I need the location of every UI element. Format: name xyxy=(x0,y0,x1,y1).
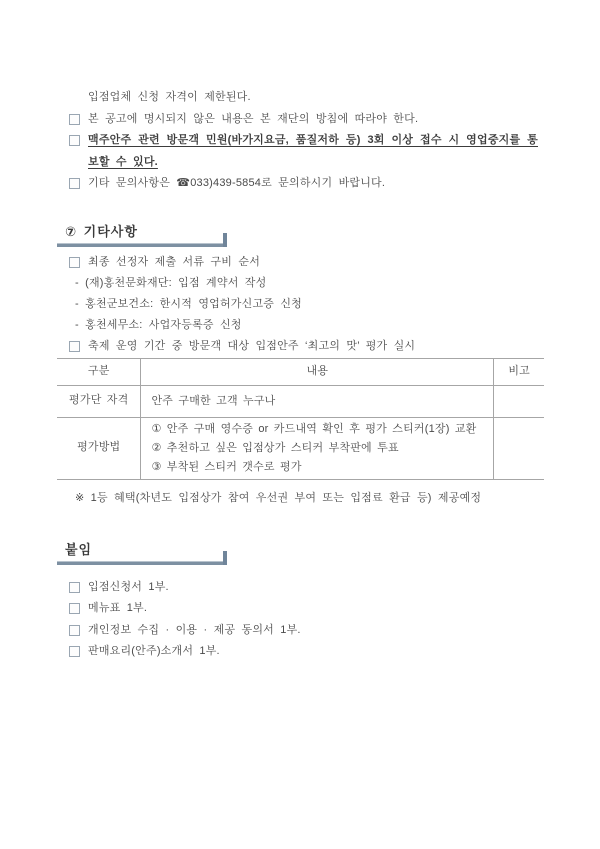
checklist-item xyxy=(57,620,544,642)
content-line: ① 안주 구매 영수증 or 카드내역 확인 후 평가 스티커(1장) 교환 xyxy=(151,422,477,435)
document-content xyxy=(57,87,544,663)
section-title-text: 붙임 xyxy=(65,541,93,557)
section-underline-bar xyxy=(57,561,227,565)
continuation-line: 입점업체 신청 자격이 제한된다. xyxy=(88,91,251,103)
table-header-cell: 비고 xyxy=(494,358,544,385)
item-text: 축제 운영 기간 중 방문객 대상 입점안주 ‘최고의 맛’ 평가 실시 xyxy=(88,339,416,352)
table-cell-note xyxy=(494,417,544,479)
content-line: ② 추천하고 싶은 입점상가 스티커 부착판에 투표 xyxy=(151,441,399,454)
checklist-item xyxy=(57,598,544,620)
item-text: 맥주안주 관련 방문객 민원(바가지요금, 품질저하 등) 3회 이상 접수 시 영업중지를 통보할 수 있다. xyxy=(88,134,538,168)
item-text: 최종 선정자 제출 서류 구비 순서 xyxy=(88,255,261,268)
section-title xyxy=(57,542,227,557)
checkbox-icon xyxy=(69,178,80,189)
checkbox-icon xyxy=(69,257,80,268)
checkbox-icon xyxy=(69,135,80,146)
sub-item: - 홍천세무소: 사업자등록증 신청 xyxy=(75,318,242,331)
checkbox-icon xyxy=(69,603,80,614)
section-title-text: 기타사항 xyxy=(83,223,138,239)
section-underline-bar xyxy=(57,243,227,247)
section-header-attachments xyxy=(57,542,227,565)
checklist-item xyxy=(57,577,544,599)
checkbox-icon xyxy=(69,646,80,657)
table-header-row xyxy=(57,358,544,385)
attachments-list xyxy=(57,577,544,663)
section-title xyxy=(57,224,227,239)
table-cell-content xyxy=(141,417,494,479)
checkbox-icon xyxy=(69,341,80,352)
item-text: 본 공고에 명시되지 않은 내용은 본 재단의 방침에 따라야 한다. xyxy=(88,112,419,125)
section-underline-tick xyxy=(223,551,227,565)
checklist-item xyxy=(57,109,544,131)
table-header-cell: 구분 xyxy=(57,358,141,385)
checklist-item xyxy=(57,336,544,357)
item-text: 기타 문의사항은 ☎033)439-5854로 문의하시기 바랍니다. xyxy=(88,177,386,189)
checklist-item xyxy=(57,252,544,273)
table-row xyxy=(57,417,544,479)
footnote: ※ 1등 혜택(차년도 입점상가 참여 우선권 부여 또는 입점료 환급 등) 제공예정 xyxy=(75,491,482,504)
evaluation-table xyxy=(57,358,544,480)
item-text: 판매요리(안주)소개서 1부. xyxy=(88,645,220,657)
misc-section-list xyxy=(57,252,544,357)
item-text: 개인정보 수집 · 이용 · 제공 동의서 1부. xyxy=(88,623,301,636)
checkbox-icon xyxy=(69,114,80,125)
sub-item: - 홍천군보건소: 한시적 영업허가신고증 신청 xyxy=(75,297,303,310)
table-cell-label: 평가방법 xyxy=(57,417,141,479)
checklist-item xyxy=(57,641,544,663)
section-underline-tick xyxy=(223,233,227,247)
checklist-item xyxy=(57,173,544,195)
table-cell-content xyxy=(141,385,494,417)
table-cell-label: 평가단 자격 xyxy=(57,385,141,417)
content-line: ③ 부착된 스티커 갯수로 평가 xyxy=(151,460,302,473)
table-cell-note xyxy=(494,385,544,417)
checkbox-icon xyxy=(69,625,80,636)
table-row xyxy=(57,385,544,417)
section-header-misc xyxy=(57,224,227,247)
item-text: 메뉴표 1부. xyxy=(88,602,148,614)
checkbox-icon xyxy=(69,582,80,593)
checklist-item-emphasized xyxy=(57,130,544,173)
section-number: ⑦ xyxy=(65,223,78,239)
item-text: 입점신청서 1부. xyxy=(88,580,169,593)
table-header-cell: 내용 xyxy=(141,358,494,385)
content-line: 안주 구매한 고객 누구나 xyxy=(151,394,276,407)
sub-item: - (재)홍천문화재단: 입점 계약서 작성 xyxy=(75,276,267,289)
